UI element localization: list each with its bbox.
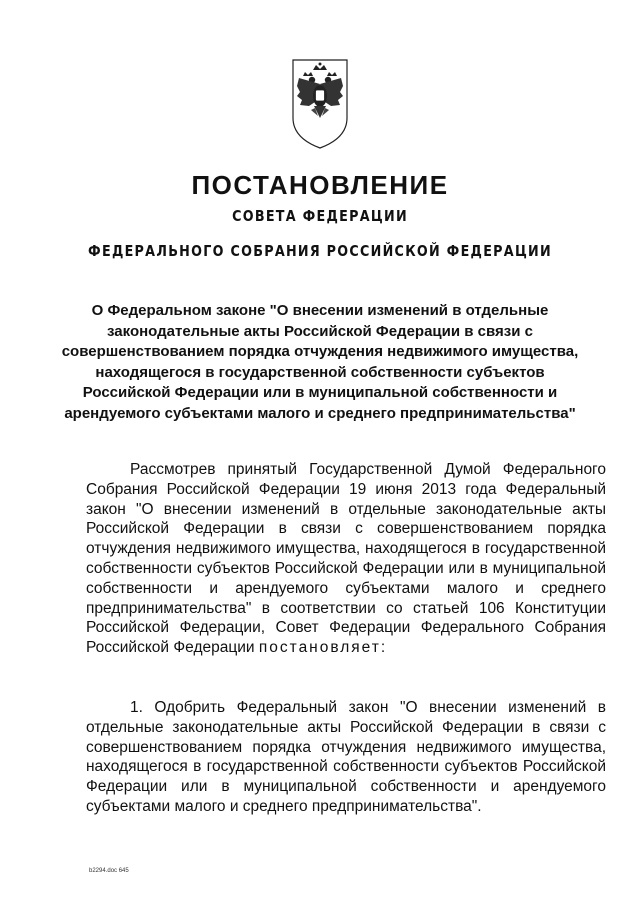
- document-subtitle-body: ФЕДЕРАЛЬНОГО СОБРАНИЯ РОССИЙСКОЙ ФЕДЕРАЦИИ: [88, 242, 552, 260]
- body-paragraph-1: [86, 460, 606, 658]
- document-title: ПОСТАНОВЛЕНИЕ: [191, 170, 449, 200]
- document-subject: О Федеральном законе "О внесении изменений в отдельные законодательные акты Российской Федерации в связи с совершенствованием порядка отчуждения недвижимого имущества, находящегося в государственной собственности субъектов Российской Федерации или в муниципальной собственности и арендуемого субъектами малого и среднего предпринимательства": [61, 302, 579, 422]
- document-code: b2294.doc 645: [89, 868, 129, 874]
- document-subtitle-issuer: СОВЕТА ФЕДЕРАЦИИ: [232, 207, 408, 225]
- paragraph-1-text: Рассмотрев принятый Государственной Думой Федерального Собрания Российской Федерации 19 июня 2013 года Федеральный закон "О внесении изменений в отдельные законодательные акты Российской Федерации в связи с совершенствованием порядка отчуждения недвижимого имущества, находящегося в государственной собственности субъектов Российской Федерации или в муниципальной собственности и арендуемого субъектами малого и среднего предпринимательства" в соответствии со статьей 106 Конституции Российской Федерации, Совет Федерации Федерального Собрания Российской Федерации: [86, 461, 606, 657]
- coat-of-arms-icon: [291, 58, 349, 150]
- body-paragraph-2: 1. Одобрить Федеральный закон "О внесении изменений в отдельные законодательные акты Российской Федерации в связи с совершенствованием порядка отчуждения недвижимого имущества, находящегося в государственной собственности субъектов Российской Федерации или в муниципальной собственности и арендуемого субъектами малого и среднего предпринимательства".: [86, 699, 606, 815]
- decision-word: постановляет:: [258, 639, 388, 657]
